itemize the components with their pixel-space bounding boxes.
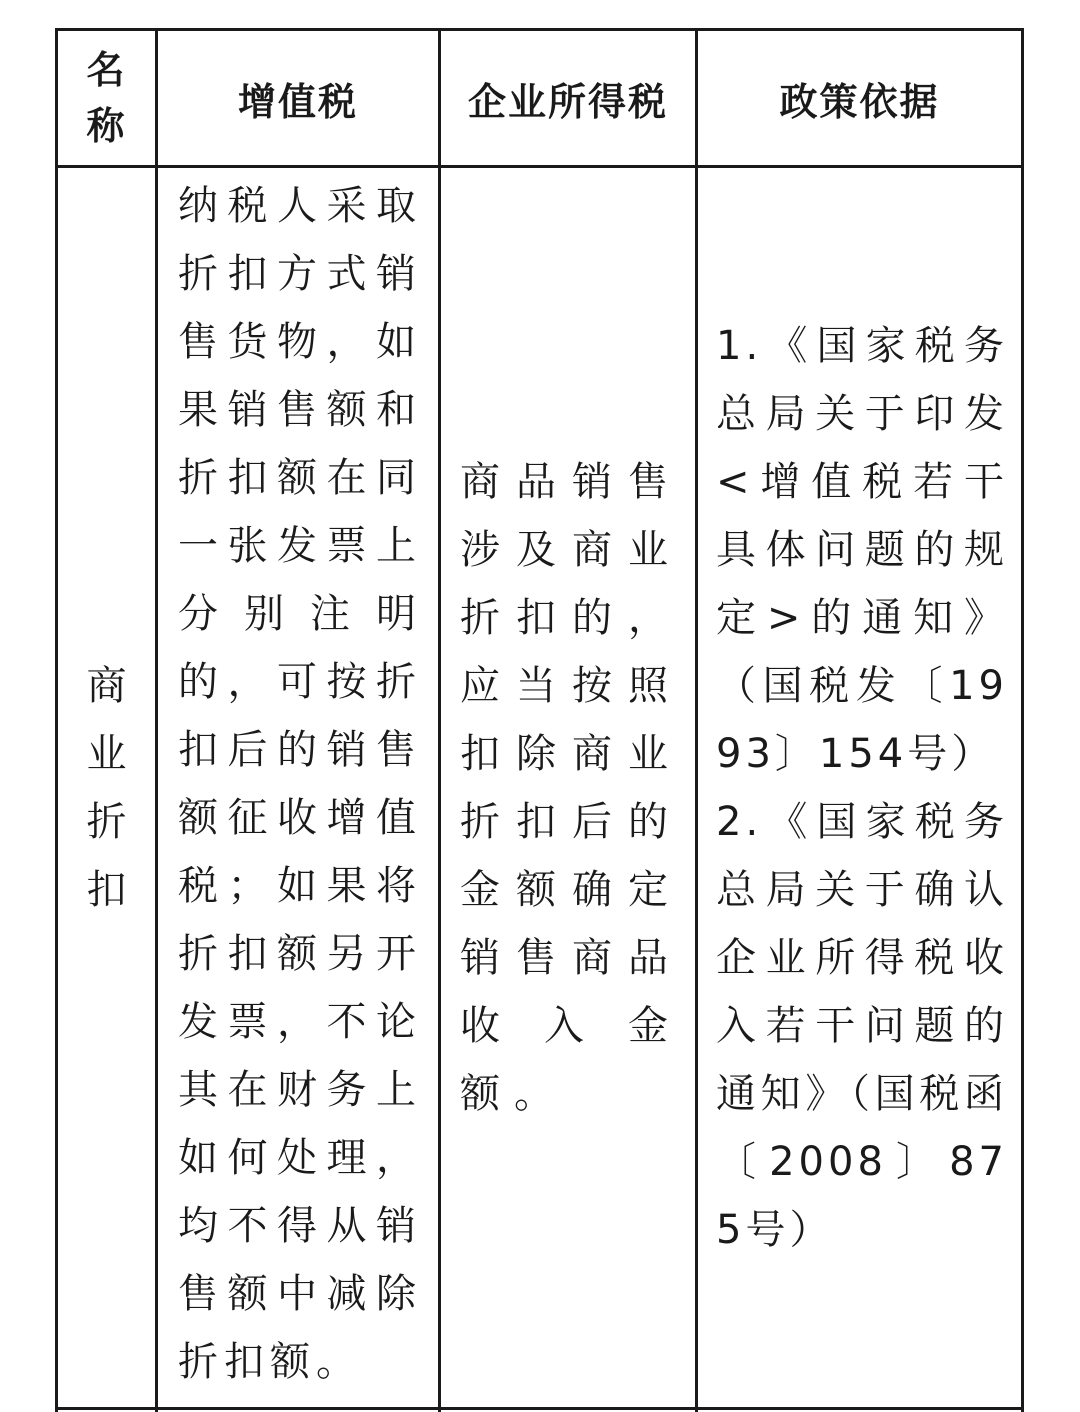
row-cit-cell [460, 168, 682, 1407]
row-basis-text: 1.《国家税务总局关于印发<增值税若干具体问题的规定>的通知》（国税发〔1993〕154号） 2.《国家税务总局关于确认企业所得税收入若干问题的通知》（国税函〔2008〕875号） [716, 322, 1008, 1253]
row-name: 商业折扣 [86, 662, 127, 913]
row-cit-text: 商品销售涉及商业折扣的，应当按照扣除商业折扣后的金额确定销售商品收入金额。 [460, 458, 682, 1117]
header-name-cell [58, 31, 155, 165]
header-basis-cell [698, 31, 1021, 165]
header-cit: 企业所得税 [467, 79, 668, 124]
row-vat-text: 纳税人采取折扣方式销售货物，如果销售额和折扣额在同一张发票上分别注明的，可按折扣后的销售额征收增值税；如果将折扣额另开发票，不论其在财务上如何处理，均不得从销售额中减除折扣额。 [178, 183, 422, 1385]
row-vat-cell [178, 172, 422, 1407]
header-basis: 政策依据 [779, 79, 940, 124]
header-cit-cell [441, 31, 695, 165]
column-divider-2 [438, 28, 441, 1412]
row-name-cell [58, 168, 155, 1407]
column-divider-1 [155, 28, 158, 1412]
header-name: 名称 [86, 48, 127, 148]
header-vat-cell [158, 31, 438, 165]
row-basis-cell [716, 168, 1008, 1407]
column-divider-3 [695, 28, 698, 1412]
header-vat: 增值税 [237, 79, 358, 124]
row-divider [55, 1407, 1024, 1410]
table-border-right [1021, 28, 1024, 1412]
